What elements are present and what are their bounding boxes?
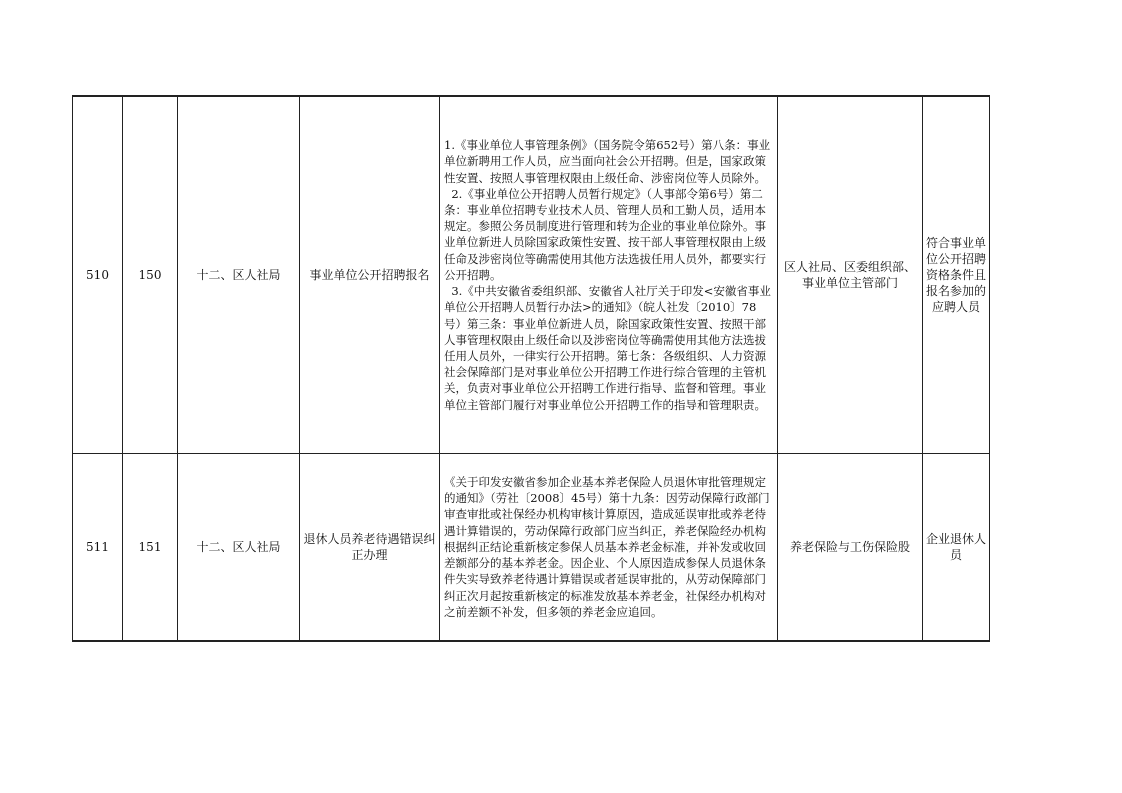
table-row [73,96,990,454]
target-text: 符合事业单位公开招聘资格条件且报名参加的应聘人员 [926,236,987,314]
seq-cell: 511 [73,454,123,642]
responsible-unit-text: 区人社局、区委组织部、事业单位主管部门 [783,260,916,290]
item-name-cell: 退休人员养老待遇错误纠正办理 [300,454,440,642]
target-cell [923,454,990,642]
legal-basis-cell [440,96,778,454]
legal-basis-paragraph: 3.《中共安徽省委组织部、安徽省人社厅关于印发<安徽省事业单位公开招聘人员暂行办法>的通知》（皖人社发〔2010〕78号）第三条：事业单位新进人员，除国家政策性安置、按照干部人事管理权限由上级任命以及涉密岗位等确需使用其他方法选拔任用人员外，一律实行公开招聘。第七条：各级组织、人力资源社会保障部门是对事业单位公开招聘工作进行综合管理的主管机关，负责对事业单位公开招聘工作进行指导、监督和管理。事业单位主管部门履行对事业单位公开招聘工作的指导和管理职责。 [444,284,771,412]
legal-basis-paragraph: 1.《事业单位人事管理条例》（国务院令第652号）第八条：事业单位新聘用工作人员，应当面向社会公开招聘。但是，国家政策性安置、按照人事管理权限由上级任命、涉密岗位等人员除外。 [444,138,771,185]
responsible-unit-cell [778,454,923,642]
seq-cell: 510 [73,96,123,454]
target-cell [923,96,990,454]
department-cell: 十二、区人社局 [178,96,300,454]
target-text: 企业退休人员 [926,532,987,562]
item-number-cell: 151 [123,454,178,642]
legal-basis-paragraph: 《关于印发安徽省参加企业基本养老保险人员退休审批管理规定的通知》（劳社〔2008〕45号）第十九条：因劳动保障行政部门审查审批或社保经办机构审核计算原因，造成延误审批或养老待遇计算错误的，劳动保障行政部门应当纠正，养老保险经办机构根据纠正结论重新核定参保人员基本养老金标准，并补发或收回差额部分的基本养老金。因企业、个人原因造成参保人员退休条件失实导致养老待遇计算错误或者延误审批的，从劳动保障部门纠正次月起按重新核定的标准发放基本养老金，社保经办机构对之前差额不补发，但多领的养老金应追回。 [444,475,770,619]
responsible-unit-text: 养老保险与工伤保险股 [789,540,910,554]
legal-basis-paragraph: 2.《事业单位公开招聘人员暂行规定》（人事部令第6号）第二条：事业单位招聘专业技术人员、管理人员和工勤人员，适用本规定。参照公务员制度进行管理和转为企业的事业单位除外。事业单位新进人员除国家政策性安置、按干部人事管理权限由上级任命及涉密岗位等确需使用其他方法选拔任用人员外，都要实行公开招聘。 [444,186,766,282]
item-number-cell: 150 [123,96,178,454]
legal-basis-cell [440,454,778,642]
department-cell: 十二、区人社局 [178,454,300,642]
table-row [73,454,990,642]
item-name-cell: 事业单位公开招聘报名 [300,96,440,454]
responsible-unit-cell [778,96,923,454]
service-items-table [72,95,990,642]
